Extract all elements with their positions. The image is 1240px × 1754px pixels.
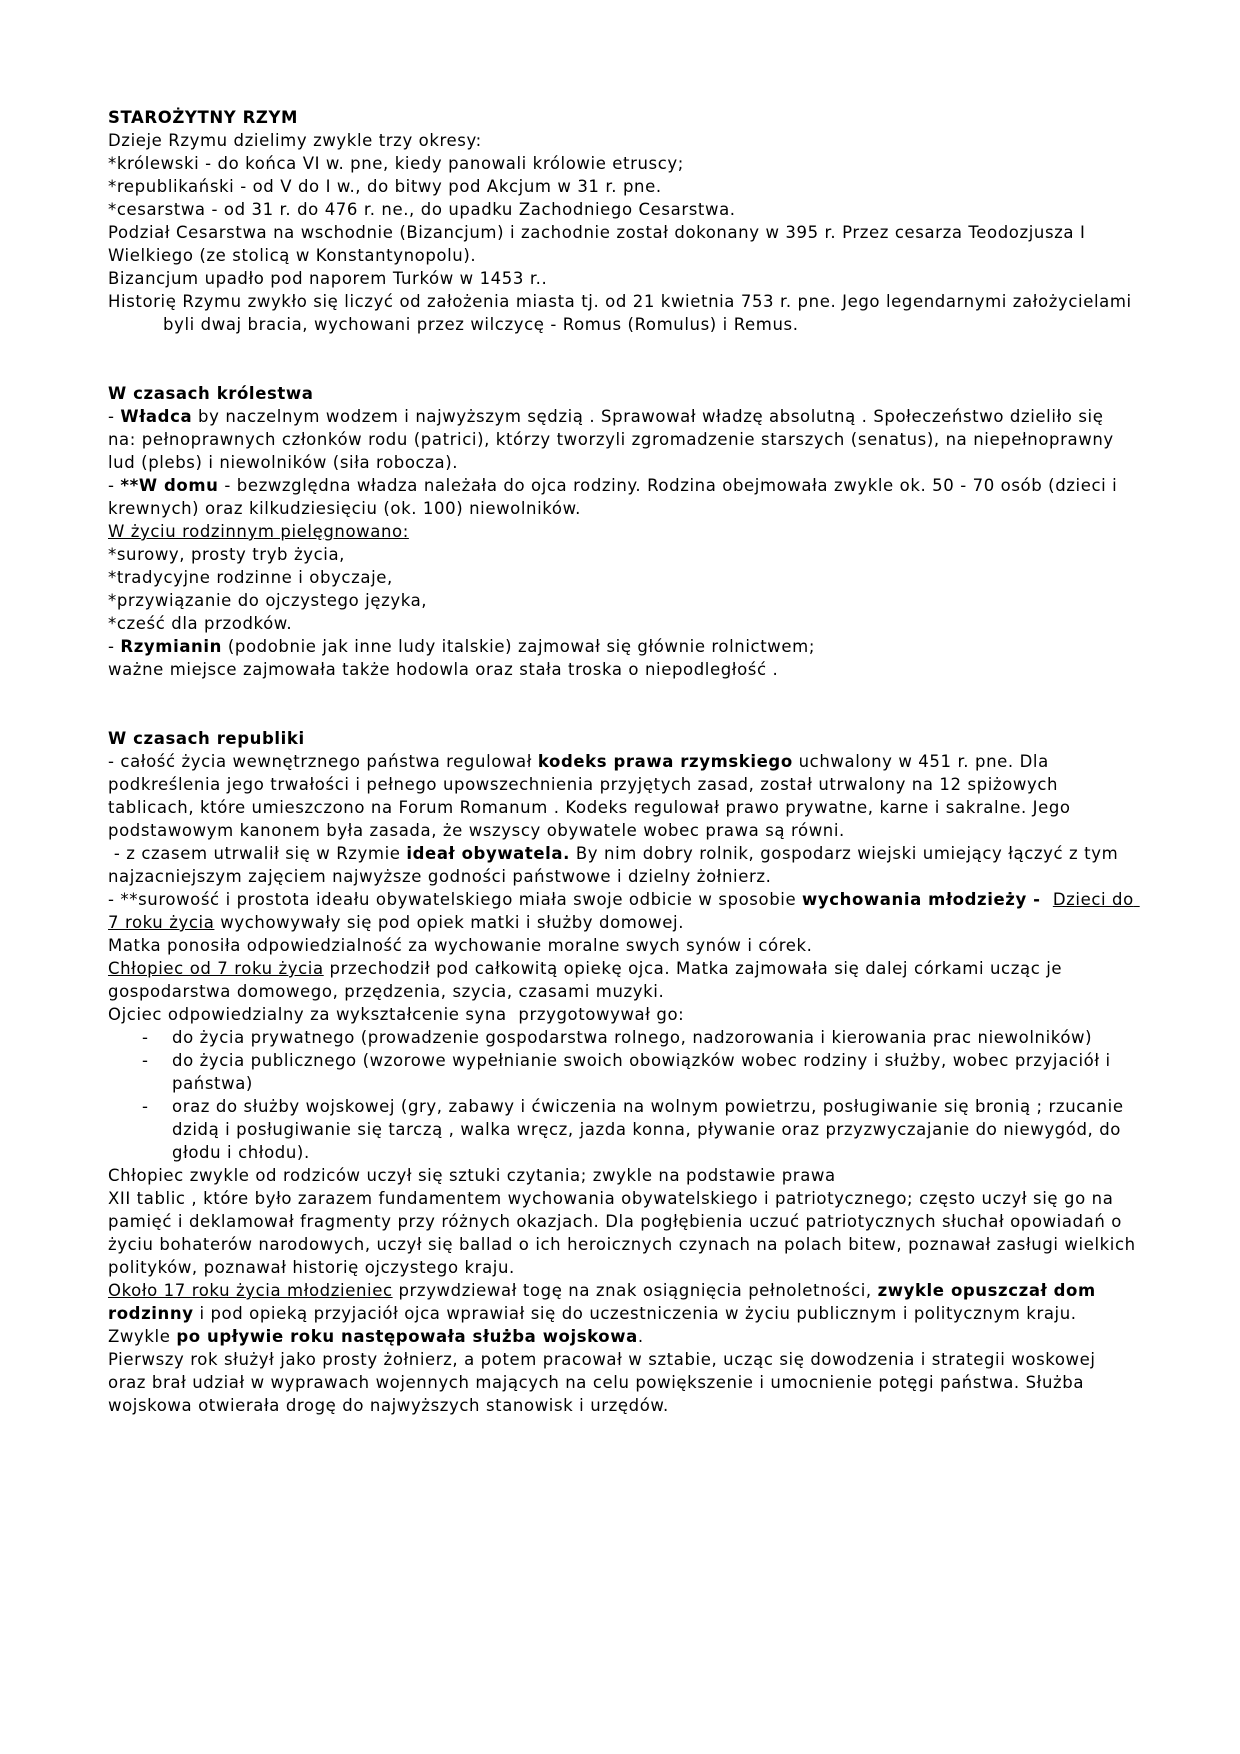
text-run: Pierwszy rok służył jako prosty żołnierz, a potem pracował w sztabie, ucząc się dowodzenia i strategii woskowej oraz brał udział w wyprawach wojennych mających na celu powiększenie i umocnienie potęgi państwa. Służba wojskowa otwierała drogę do najwyższych stanowisk i urzędów. <box>108 1350 1102 1415</box>
text-run: Chłopiec zwykle od rodziców uczył się sztuki czytania; zwykle na podstawie prawa <box>108 1166 836 1185</box>
paragraph <box>108 474 1136 520</box>
text-run: . <box>637 1327 644 1346</box>
paragraph <box>108 152 1136 175</box>
list-dash-marker: - <box>142 1097 149 1116</box>
paragraph <box>108 175 1136 198</box>
text-run: Dzieci do 7 roku życia <box>108 890 1140 932</box>
paragraph <box>108 566 1136 589</box>
doc-title <box>108 106 1136 129</box>
paragraph <box>108 635 1136 658</box>
text-run: Chłopiec od 7 roku życia <box>108 959 324 978</box>
text-run: *cesarstwa - od 31 r. do 476 r. ne., do upadku Zachodniego Cesarstwa. <box>108 200 736 219</box>
text-run: kodeks prawa rzymskiego <box>537 752 793 771</box>
paragraph <box>108 520 1136 543</box>
list-item <box>108 1026 1136 1049</box>
paragraph <box>108 405 1136 474</box>
text-run: (podobnie jak inne ludy italskie) zajmował się głównie rolnictwem; <box>222 637 815 656</box>
text-run: po upływie roku następowała służba wojskowa <box>176 1327 638 1346</box>
paragraph <box>108 129 1136 152</box>
section-heading <box>108 727 1136 750</box>
text-run: Podział Cesarstwa na wschodnie (Bizancjum) i zachodnie został dokonany w 395 r. Przez cesarza Teodozjusza I Wielkiego (ze stolicą w Konstantynopolu). <box>108 223 1092 265</box>
paragraph <box>108 267 1136 290</box>
text-run: - **surowość i prostota ideału obywatelskiego miała swoje odbicie w sposobie <box>108 890 803 909</box>
text-run: - <box>108 407 121 426</box>
text-run: ideał obywatela. <box>406 844 571 863</box>
paragraph <box>108 221 1136 267</box>
paragraph <box>108 1187 1142 1279</box>
text-run: przywdziewał togę na znak osiągnięcia pełnoletności, <box>392 1281 878 1300</box>
paragraph <box>108 612 1136 635</box>
text-run: XII tablic , które było zarazem fundamentem wychowania obywatelskiego i patriotycznego; często uczył się go na pamięć i deklamował fragmenty przy różnych okazjach. Dla pogłębienia uczuć patriotycznych słuchał opowiadań o życiu bohaterów narodowych, uczył się ballad o ich heroicznych czynach na polach bitew, poznawał zasługi wielkich polityków, poznawał historię ojczystego kraju. <box>108 1189 1142 1277</box>
text-run: *przywiązanie do ojczystego języka, <box>108 591 428 610</box>
text-run: Rzymianin <box>120 637 223 656</box>
paragraph <box>108 198 1136 221</box>
list-item <box>108 1095 1136 1164</box>
list-dash-marker: - <box>142 1051 149 1070</box>
text-run: uchwalony w 451 r. pne. Dla podkreślenia jego trwałości i pełnego upowszechnienia przyjętych zasad, został utrwalony na 12 spiżowych tablicach, które umieszczono na Forum Romanum . Kodeks regulował prawo prywatne, karne i sakralne. Jego podstawowym kanonem była zasada, że wszyscy obywatele wobec prawa są równi. <box>108 752 1077 840</box>
text-run: *tradycyjne rodzinne i obyczaje, <box>108 568 393 587</box>
paragraph <box>108 934 1136 957</box>
blank-line <box>108 336 1136 359</box>
text-run: By nim dobry rolnik, gospodarz wiejski umiejący łączyć z tym najzacniejszym zajęciem najwyższe godności państwowe i dzielny żołnierz. <box>108 844 1125 886</box>
text-run: - całość życia wewnętrznego państwa regulował <box>108 752 538 771</box>
text-run: - <box>108 476 121 495</box>
paragraph <box>108 543 1136 566</box>
list-item <box>108 1049 1136 1095</box>
text-run: - <box>108 637 121 656</box>
paragraph <box>108 1348 1136 1417</box>
text-run: - z czasem utrwalił się w Rzymie <box>108 844 407 863</box>
paragraph <box>108 1164 1136 1187</box>
text-run: Matka ponosiła odpowiedzialność za wychowanie moralne swych synów i córek. <box>108 936 813 955</box>
text-run: W życiu rodzinnym pielęgnowano: <box>108 522 409 541</box>
text-run: Około 17 roku życia młodzieniec <box>108 1281 393 1300</box>
text-run: Historię Rzymu zwykło się liczyć od założenia miasta tj. od 21 kwietnia 753 r. pne. Jego legendarnymi założycielami byli dwaj bracia, wychowani przez wilczycę - Romus (Romulus) i Remus. <box>108 292 1138 334</box>
text-run: - bezwzględna władza należała do ojca rodziny. Rodzina obejmowała zwykle ok. 50 - 70 osób (dzieci i krewnych) oraz kilkudziesięciu (ok. 100) niewolników. <box>108 476 1124 518</box>
text-run: do życia publicznego (wzorowe wypełnianie swoich obowiązków wobec rodziny i służby, wobec przyjaciół i państwa) <box>172 1051 1117 1093</box>
blank-line <box>108 704 1136 727</box>
blank-line <box>108 681 1136 704</box>
text-run: by naczelnym wodzem i najwyższym sędzią . Sprawował władzę absolutną . Społeczeństwo dzieliło się na: pełnoprawnych członków rodu (patrici), którzy tworzyli zgromadzenie starszych (senatus), na niepełnoprawny lud (plebs) i niewolników (siła robocza). <box>108 407 1120 472</box>
text-run: wychowywały się pod opiek matki i służby domowej. <box>214 913 685 932</box>
paragraph <box>108 842 1136 888</box>
text-run: przechodził pod całkowitą opiekę ojca. Matka zajmowała się dalej córkami ucząc je gospodarstwa domowego, przędzenia, szycia, czasami muzyki. <box>108 959 1069 1001</box>
paragraph <box>108 1003 1136 1026</box>
paragraph <box>108 589 1136 612</box>
paragraph <box>108 750 1136 842</box>
paragraph <box>108 1279 1136 1325</box>
text-run: *republikański - od V do I w., do bitwy pod Akcjum w 31 r. pne. <box>108 177 662 196</box>
paragraph <box>108 658 1136 681</box>
document-body <box>108 106 1142 1417</box>
text-run: i pod opieką przyjaciół ojca wprawiał się do uczestniczenia w życiu publicznym i politycznym kraju. <box>193 1304 1077 1323</box>
text-run: STAROŻYTNY RZYM <box>108 108 299 127</box>
paragraph <box>108 957 1136 1003</box>
paragraph <box>108 290 1136 336</box>
text-run: W czasach republiki <box>108 729 305 748</box>
text-run: *królewski - do końca VI w. pne, kiedy panowali królowie etruscy; <box>108 154 684 173</box>
text-run: Władca <box>120 407 193 426</box>
text-run: *surowy, prosty tryb życia, <box>108 545 346 564</box>
text-run: oraz do służby wojskowej (gry, zabawy i ćwiczenia na wolnym powietrzu, posługiwanie się bronią ; rzucanie dzidą i posługiwanie się tarczą , walka wręcz, jazda konna, pływanie oraz przyzwyczajanie do niewygód, do głodu i chłodu). <box>172 1097 1130 1162</box>
paragraph <box>108 888 1140 934</box>
text-run: Zwykle <box>108 1327 177 1346</box>
text-run: zwykle opuszczał dom rodzinny <box>108 1281 1103 1323</box>
text-run: W czasach królestwa <box>108 384 314 403</box>
text-run: wychowania młodzieży - <box>802 890 1047 909</box>
text-run: Dzieje Rzymu dzielimy zwykle trzy okresy: <box>108 131 482 150</box>
text-run: do życia prywatnego (prowadzenie gospodarstwa rolnego, nadzorowania i kierowania prac niewolników) <box>172 1028 1093 1047</box>
paragraph <box>108 1325 1136 1348</box>
list-dash-marker: - <box>142 1028 149 1047</box>
text-run: Bizancjum upadło pod naporem Turków w 1453 r.. <box>108 269 548 288</box>
text-run: **W domu <box>120 476 219 495</box>
text-run: Ojciec odpowiedzialny za wykształcenie syna przygotowywał go: <box>108 1005 685 1024</box>
section-heading <box>108 382 1136 405</box>
blank-line <box>108 359 1136 382</box>
text-run: ważne miejsce zajmowała także hodowla oraz stała troska o niepodległość . <box>108 660 779 679</box>
text-run: *cześć dla przodków. <box>108 614 293 633</box>
